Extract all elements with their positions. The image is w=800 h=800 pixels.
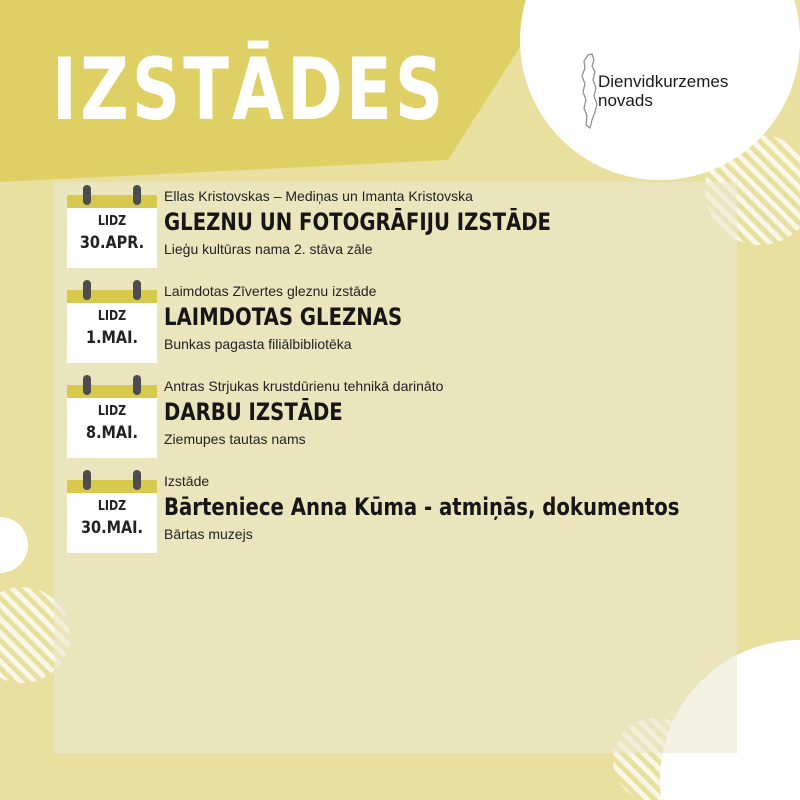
logo: [580, 52, 770, 132]
event-title: DARBU IZSTĀDE: [164, 398, 343, 426]
until-label: LĪDZ: [97, 404, 127, 419]
event-subtitle: Ellas Kristovskas – Mediņas un Imanta Kristovska: [164, 188, 473, 204]
event-date: 30.APR.: [79, 233, 145, 253]
calendar-icon: [67, 375, 157, 461]
calendar-icon: [67, 185, 157, 271]
calendar-icon: [67, 280, 157, 366]
logo-line-1: Dienvidkurzemes: [598, 72, 729, 91]
event-item: [67, 375, 727, 465]
calendar-icon: [67, 470, 157, 556]
event-place: Bārtas muzejs: [164, 526, 253, 542]
event-subtitle: Izstāde: [164, 473, 210, 489]
until-label: LĪDZ: [97, 309, 127, 324]
event-item: [67, 280, 727, 370]
calendar-pin-icon: [133, 470, 141, 490]
until-label: LĪDZ: [97, 214, 127, 229]
event-date: 30.MAI.: [80, 518, 144, 538]
calendar-pin-icon: [83, 280, 91, 300]
event-place: Lieģu kultūras nama 2. stāva zāle: [164, 241, 373, 257]
event-title: GLEZNU UN FOTOGRĀFIJU IZSTĀDE: [164, 208, 552, 236]
until-label: LĪDZ: [97, 499, 127, 514]
event-place: Bunkas pagasta filiālbibliotēka: [164, 336, 352, 352]
event-title: LAIMDOTAS GLEZNAS: [164, 303, 403, 331]
event-title: Bārteniece Anna Kūma - atmiņās, dokumentos: [164, 493, 680, 521]
calendar-pin-icon: [83, 470, 91, 490]
logo-line-2: novads: [598, 91, 653, 110]
event-place: Ziemupes tautas nams: [164, 431, 306, 447]
page-title: IZSTĀDES: [52, 40, 447, 140]
event-subtitle: Laimdotas Zīvertes gleznu izstāde: [164, 283, 377, 299]
event-item: [67, 185, 727, 275]
event-subtitle: Antras Strjukas krustdūrienu tehnikā darināto: [164, 378, 444, 394]
calendar-pin-icon: [83, 375, 91, 395]
calendar-pin-icon: [133, 280, 141, 300]
event-item: [67, 470, 727, 560]
calendar-pin-icon: [133, 185, 141, 205]
calendar-pin-icon: [83, 185, 91, 205]
calendar-pin-icon: [133, 375, 141, 395]
event-date: 1.MAI.: [86, 328, 138, 348]
event-date: 8.MAI.: [86, 423, 138, 443]
